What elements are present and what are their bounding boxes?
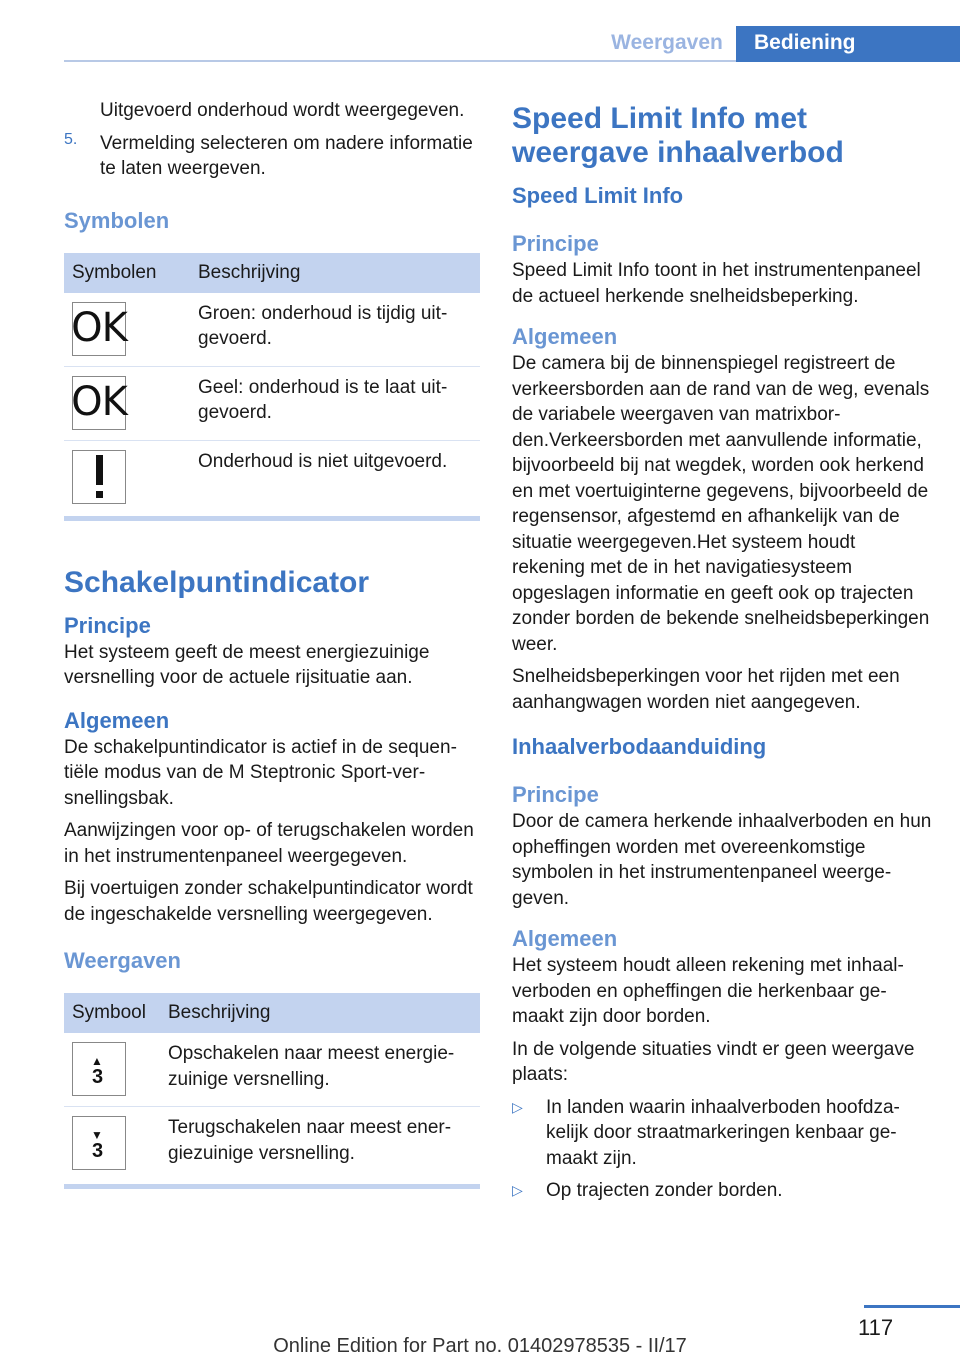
weergaven-col-header-2: Beschrijving — [160, 993, 480, 1033]
algemeen-paragraph-1: De camera bij de binnenspiegel registreert de verkeersborden aan de rand van de weg, evenals de variabele weergaven van matrixborden.Verkeersborden met aanvullende informatie, bijvoorbeeld bij nat wegdek, worden ook herkend en met voertuiginterne gegevens, bijvoorbeeld de regensensor, afgestemd en afhankelijk van de situatie weergegeven.Het systeem houdt rekening met de in het navigatiesysteem opgeslagen informatie en geeft ook op trajecten zonder borden de bekende snelheidsbeperkingen weer. — [512, 353, 930, 655]
page-number: 117 — [858, 1315, 894, 1340]
symbols-table — [64, 253, 480, 514]
list-item — [512, 1095, 932, 1172]
algemeen-paragraph-3: Bij voertuigen zonder schakelpuntindicator wordt de ingeschakelde versnelling weergegeven. — [64, 878, 473, 925]
speed-limit-title: Speed Limit Info met weergave inhaalverbod — [512, 102, 844, 169]
edition-footer: Online Edition for Part no. 01402978535 - II/17 — [273, 1335, 687, 1357]
algemeen-heading: Algemeen — [512, 324, 618, 349]
ok-green-icon: OK — [72, 302, 126, 356]
symbol-description: Groen: onderhoud is tijdig uitgevoerd. — [190, 293, 480, 367]
table-row — [64, 293, 480, 367]
principe-text: Het systeem geeft de meest energiezuinige versnelling voor de actuele rijsituatie aan. — [64, 641, 430, 688]
exclamation-icon — [72, 450, 126, 504]
step-5 — [64, 131, 480, 182]
table-bottom-rule — [64, 1184, 480, 1189]
table-bottom-rule — [64, 516, 480, 521]
principe-heading-2: Principe — [512, 782, 599, 807]
downshift-icon: ▼ 3 — [72, 1116, 126, 1170]
algemeen-heading-2: Algemeen — [512, 926, 618, 951]
left-column — [64, 98, 480, 1189]
symbols-col-header-1: Symbolen — [64, 253, 190, 293]
step-4-continuation — [64, 98, 480, 124]
algemeen-paragraph-2: Snelheidsbeperkingen voor het rijden met een aanhangwagen worden niet aangegeven. — [512, 666, 900, 713]
symbols-heading: Symbolen — [64, 207, 170, 233]
bullet-text: In landen waarin inhaalverboden hoofdzakelijk door straatmarkeringen kenbaar gemaakt zijn. — [546, 1096, 900, 1169]
algemeen2-paragraph-1: Het systeem houdt alleen rekening met inhaalverboden en opheffingen die herkenbaar gemaakt zijn door borden. — [512, 955, 904, 1027]
speed-limit-info-heading: Speed Limit Info — [512, 183, 684, 208]
step-5-text: Vermelding selecteren om nadere informatie te laten weergeven. — [100, 132, 473, 179]
table-row — [64, 1033, 480, 1107]
weergaven-table — [64, 993, 480, 1180]
gear-description: Opschakelen naar meest energiezuinige versnelling. — [160, 1033, 480, 1107]
algemeen-paragraph-2: Aanwijzingen voor op- of terugschakelen worden in het instrumentenpaneel weergegeven. — [64, 820, 474, 867]
step-5-number: 5. — [64, 130, 78, 148]
principe-heading: Principe — [64, 612, 151, 638]
header-chapter-tab: Bediening — [736, 26, 960, 62]
step-4-text: Uitgevoerd onderhoud wordt weergegeven. — [100, 100, 465, 121]
bullet-text: Op trajecten zonder borden. — [546, 1180, 783, 1201]
principe-text-2: Door de camera herkende inhaalverboden en hun opheffingen worden met overeenkomstige symbolen in het instrumentenpaneel weergegeven. — [512, 811, 932, 909]
list-item — [512, 1178, 932, 1204]
upshift-icon: ▲ 3 — [72, 1042, 126, 1096]
page-header — [0, 26, 960, 62]
symbols-col-header-2: Beschrijving — [190, 253, 480, 293]
principe-text: Speed Limit Info toont in het instrumentenpaneel de actueel herkende snelheidsbeperking. — [512, 260, 921, 307]
ok-yellow-icon: OK — [72, 376, 126, 430]
table-row — [64, 1107, 480, 1181]
table-row — [64, 366, 480, 440]
triangle-bullet-icon: ▷ — [512, 1182, 523, 1198]
footer-rule — [864, 1305, 960, 1308]
weergaven-col-header-1: Symbool — [64, 993, 160, 1033]
shift-indicator-title: Schakelpuntindicator — [64, 565, 370, 599]
weergaven-heading: Weergaven — [64, 948, 181, 973]
triangle-bullet-icon: ▷ — [512, 1098, 523, 1115]
algemeen-paragraph-1: De schakelpuntindicator is actief in de sequentiële modus van de M Steptronic Sport-versnellingsbak. — [64, 736, 457, 809]
symbol-description: Onderhoud is niet uitgevoerd. — [198, 450, 448, 472]
algemeen2-paragraph-2: In de volgende situaties vindt er geen weergave plaats: — [512, 1038, 915, 1085]
right-column — [512, 98, 932, 1204]
inhaalverbod-heading: Inhaalverbodaanduiding — [512, 734, 767, 759]
symbol-description: Geel: onderhoud is te laat uitgevoerd. — [190, 366, 480, 440]
table-row — [64, 440, 480, 514]
algemeen-heading: Algemeen — [64, 707, 170, 733]
gear-description: Terugschakelen naar meest energiezuinige versnelling. — [168, 1117, 452, 1164]
header-section-label: Weergaven — [611, 31, 723, 54]
principe-heading: Principe — [512, 231, 599, 256]
